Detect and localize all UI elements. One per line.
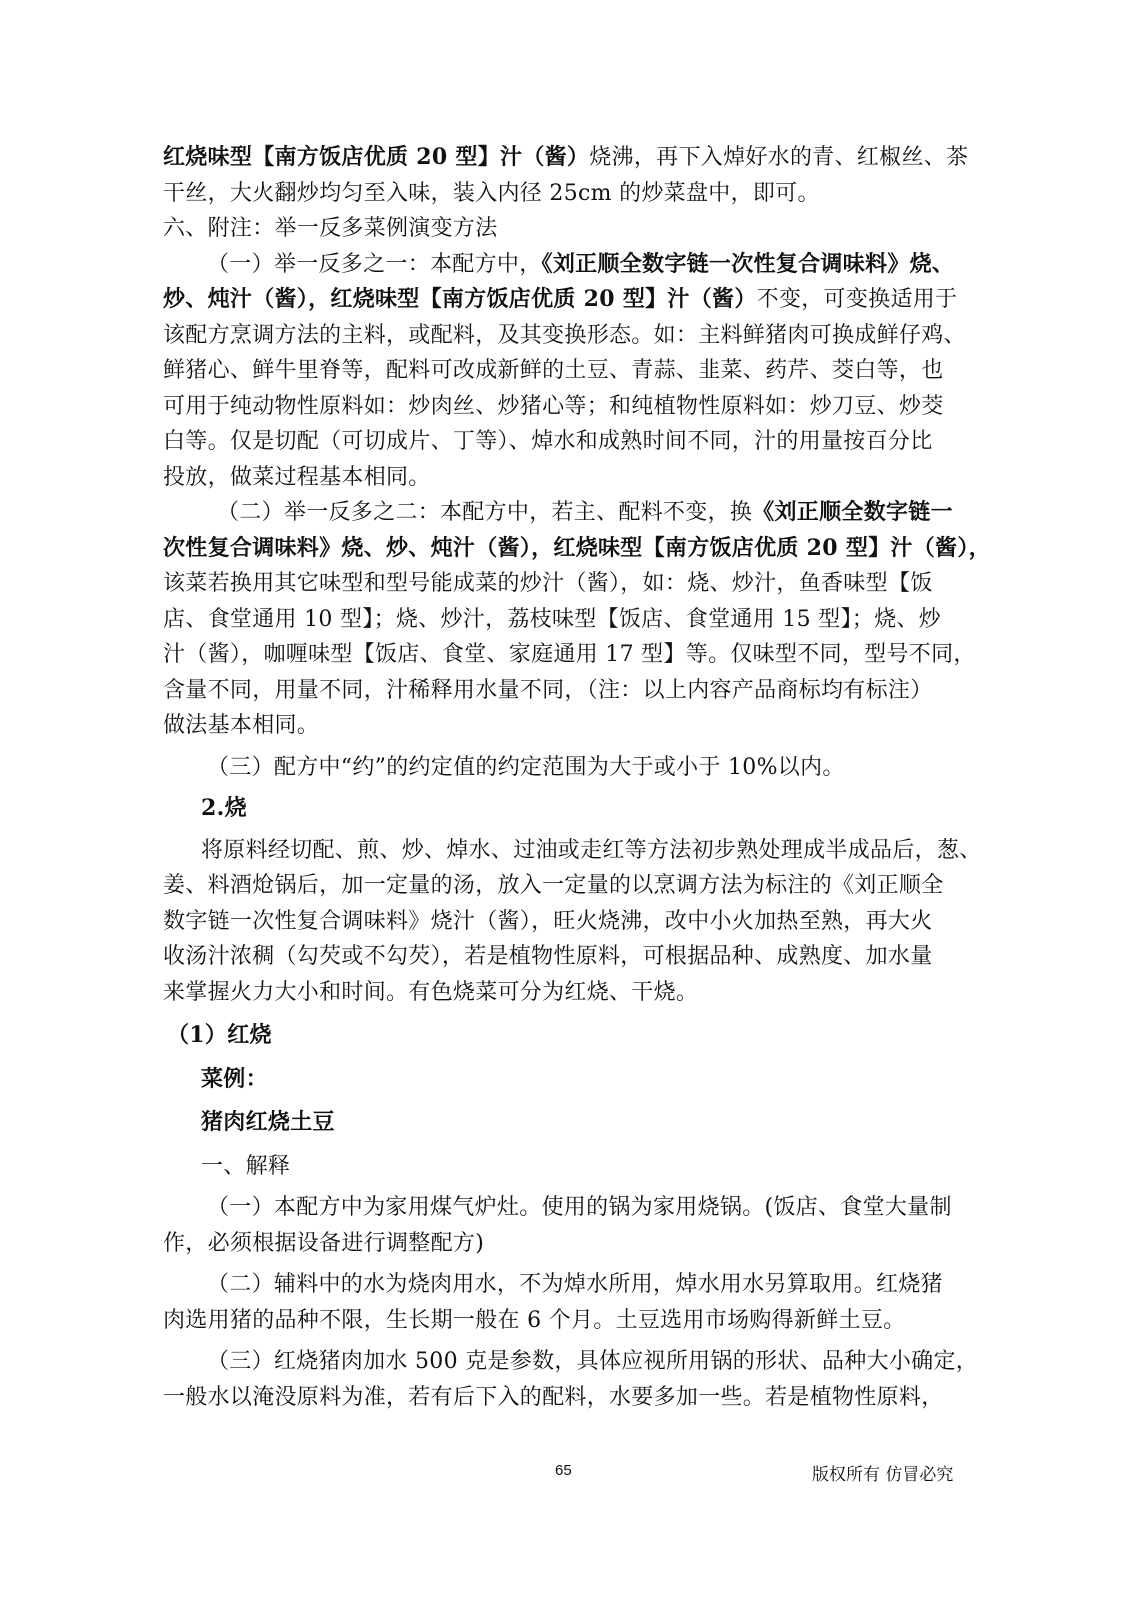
text-line: 收汤汁浓稠（勾芡或不勾芡），若是植物性原料，可根据品种、成熟度、加水量 xyxy=(163,944,933,969)
text-line: 含量不同，用量不同，汁稀释用水量不同，（注：以上内容产品商标均有标注） xyxy=(163,677,933,703)
text-line: 该菜若换用其它味型和型号能成菜的炒汁（酱），如：烧、炒汁，鱼香味型【饭 xyxy=(163,571,933,596)
text-line: 姜、料酒炝锅后，加一定量的汤，放入一定量的以烹调方法为标注的《刘正顺全 xyxy=(163,873,944,898)
text-line: 肉选用猪的品种不限，生长期一般在 6 个月。土豆选用市场购得新鲜土豆。 xyxy=(163,1307,906,1333)
text-line: 次性复合调味料》烧、炒、炖汁（酱），红烧味型【南方饭店优质 20 型】汁（酱）， xyxy=(163,534,991,561)
text-line: 干丝，大火翻炒均匀至入味，装入内径 25cm 的炒菜盘中，即可。 xyxy=(163,180,820,206)
section-heading: 2.烧 xyxy=(201,795,247,821)
text-line: 白等。仅是切配（可切成片、丁等）、焯水和成熟时间不同，汁的用量按百分比 xyxy=(163,429,933,454)
copyright-notice: 版权所有 仿冒必究 xyxy=(812,1465,954,1485)
text-line: （三）红烧猪肉加水 500 克是参数，具体应视所用锅的形状、品种大小确定， xyxy=(207,1349,979,1374)
text-span: 烧沸，再下入焯好水的青、红椒丝、茶 xyxy=(589,145,969,170)
recipe-title: 猪肉红烧土豆 xyxy=(201,1109,335,1135)
page-number: 65 xyxy=(555,1462,572,1479)
text-line xyxy=(163,247,975,283)
text-line: 来掌握火力大小和时间。有色烧菜可分为红烧、干烧。 xyxy=(163,979,699,1005)
text-line: 将原料经切配、煎、炒、焯水、过油或走红等方法初步熟处理成半成品后，葱、 xyxy=(201,837,982,863)
text-line: （二）辅料中的水为烧肉用水，不为焯水所用，焯水用水另算取用。红烧猪 xyxy=(207,1272,943,1297)
section-heading: 六、附注：举一反多菜例演变方法 xyxy=(163,216,498,241)
text-line: 该配方烹调方法的主料，或配料，及其变换形态。如：主料鲜猪肉可换成鲜仔鸡、 xyxy=(163,322,966,348)
document-body xyxy=(163,140,991,1415)
text-span: （一）举一反多之一：本配方中， xyxy=(207,251,542,277)
text-line xyxy=(163,140,975,176)
text-line: 数字链一次性复合调味料》烧汁（酱），旺火烧沸，改中小火加热至熟，再大火 xyxy=(163,908,933,934)
bold-text: 炒、炖汁（酱），红烧味型【南方饭店优质 20 型】汁（酱） xyxy=(163,286,757,312)
text-line: 鲜猪心、鲜牛里脊等，配料可改成新鲜的土豆、青蒜、韭菜、药芹、茭白等，也 xyxy=(163,358,944,383)
bold-text: 红烧味型【南方饭店优质 20 型】汁（酱） xyxy=(163,144,590,170)
text-line: （一）本配方中为家用煤气炉灶。使用的锅为家用烧锅。(饭店、食堂大量制 xyxy=(207,1195,952,1220)
text-span: （二）举一反多之二：本配方中，若主、配料不变，换 xyxy=(217,500,753,525)
text-line: 做法基本相同。 xyxy=(163,713,320,738)
bold-text: 《刘正顺全数字链一 xyxy=(752,499,953,525)
text-line: 店、食堂通用 10 型】；烧、炒汁，荔枝味型【饭店、食堂通用 15 型】；烧、炒 xyxy=(163,606,941,632)
section-heading: 一、解释 xyxy=(201,1153,291,1179)
text-line xyxy=(163,282,975,318)
text-line: 可用于纯动物性原料如：炒肉丝、炒猪心等；和纯植物性原料如：炒刀豆、炒茭 xyxy=(163,393,944,419)
section-heading: （1）红烧 xyxy=(167,1022,272,1048)
bold-text: 《刘正顺全数字链一次性复合调味料》烧、 xyxy=(541,250,955,277)
section-heading: 菜例： xyxy=(201,1065,268,1092)
text-line: 一般水以淹没原料为准，若有后下入的配料，水要多加一些。若是植物性原料， xyxy=(163,1384,944,1410)
text-line: 汁（酱），咖喱味型【饭店、食堂、家庭通用 17 型】等。仅味型不同，型号不同， xyxy=(163,642,976,667)
text-span: 不变，可变换适用于 xyxy=(756,287,958,312)
text-line: 投放，做菜过程基本相同。 xyxy=(163,464,431,490)
text-line xyxy=(163,495,975,531)
text-line: 作，必须根据设备进行调整配方) xyxy=(163,1230,485,1256)
text-line: （三）配方中“约”的约定值的约定范围为大于或小于 10%以内。 xyxy=(207,754,845,780)
